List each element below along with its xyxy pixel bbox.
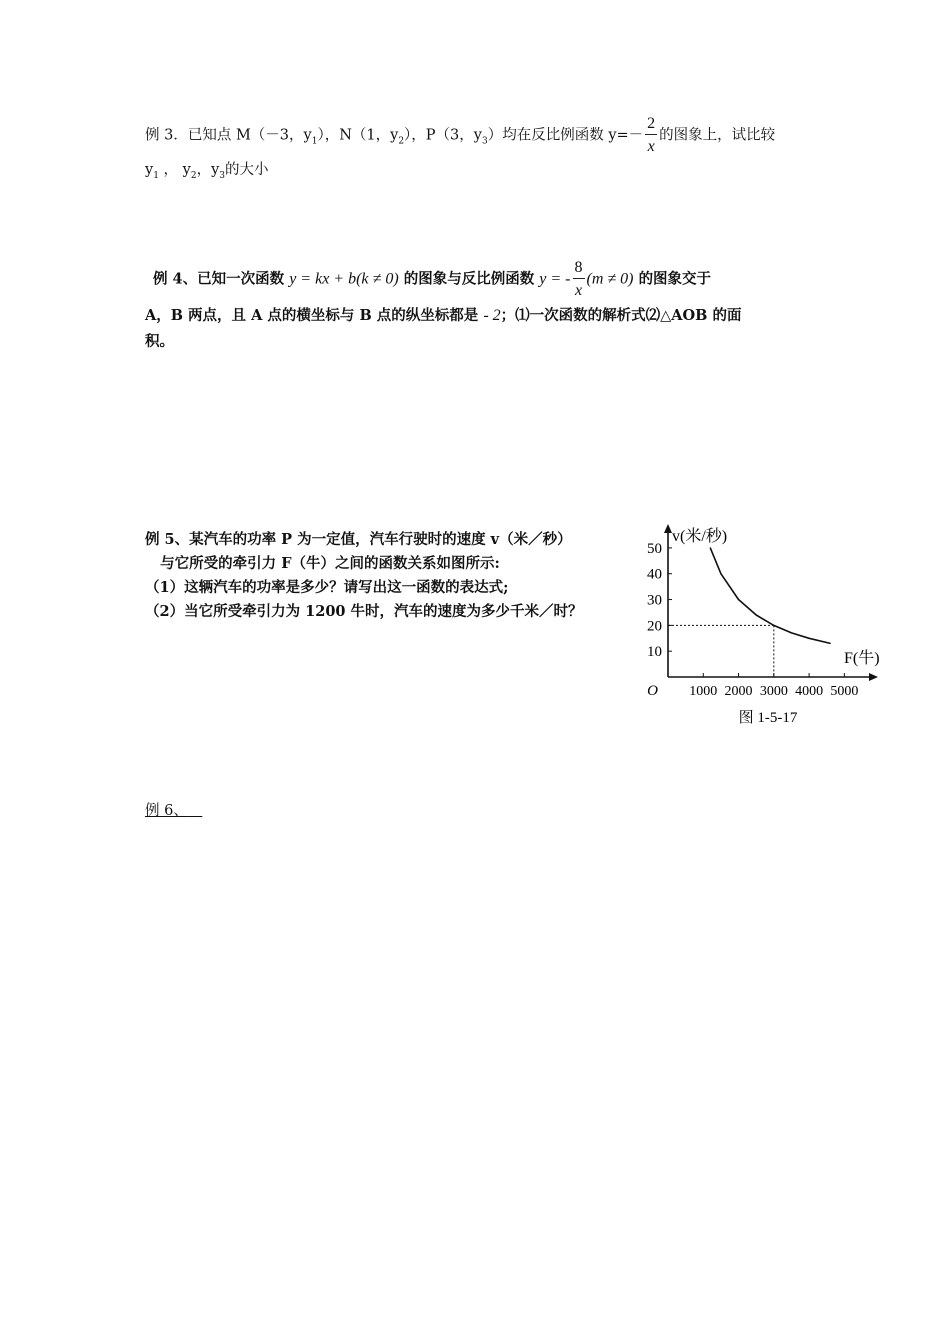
y-axis-label: v(米/秒) (672, 528, 728, 545)
figure-caption: 图 1-5-17 (738, 710, 798, 726)
example-4-line-3: 积。 (145, 333, 174, 350)
example-3-line-1: 例 3．已知点 M（－3，$y_1$），N（1，$y_2$），P（3，$y_3$）均在反比例函数 y=－ $\frac{2}{x}$ 的图象上，试比较 (145, 115, 776, 155)
example-3-line-2: $y_1$ ， $y_2$，$y_3$的大小 (145, 162, 269, 181)
example-4-line-1: 例 4、已知一次函数 y = kx + b(k ≠ 0) 的图象与反比例函数 y = - $\frac{8}{x}$ (m ≠ 0) 的图象交于 (153, 259, 712, 299)
y-tick-label: 20 (647, 618, 662, 635)
example-5 (145, 528, 615, 624)
example-4 (145, 260, 815, 355)
x-tick-label: 2000 (724, 684, 753, 699)
y-tick-label: 10 (647, 644, 662, 661)
series-curve (710, 548, 830, 644)
fraction-8-over-x: $\frac{8}{x}$ (574, 259, 583, 299)
x-axis-label: F(牛) (844, 650, 880, 667)
velocity-force-chart (630, 520, 900, 735)
series-point (720, 573, 721, 574)
fraction-2-over-x: $\frac{2}{x}$ (647, 115, 656, 155)
chart-series (668, 547, 831, 677)
series-point (710, 547, 711, 548)
series-point (830, 643, 831, 644)
x-tick-label: 4000 (795, 684, 824, 699)
chart-ticks (647, 541, 858, 699)
example-5-line-2: 与它所受的牵引力 F（牛）之间的函数关系如图所示: (145, 555, 500, 572)
x-tick-label: 3000 (759, 684, 788, 699)
series-point (738, 599, 739, 600)
example-5-line-1: 例 5、某汽车的功率 P 为一定值，汽车行驶时的速度 v（米／秒） (145, 531, 572, 548)
y-tick-label: 50 (647, 540, 662, 557)
y-tick-label: 40 (647, 566, 662, 583)
example-4-line-2: A，B 两点，且 A 点的横坐标与 B 点的纵坐标都是 - 2；⑴一次函数的解析式⑵△AOB 的面 (145, 307, 742, 324)
series-point (808, 638, 809, 639)
y-axis-arrow (664, 524, 672, 533)
example-5-line-3: （1）这辆汽车的功率是多少？请写出这一函数的表达式; (145, 579, 509, 596)
x-tick-label: 5000 (830, 684, 859, 699)
x-tick-label: 1000 (689, 684, 718, 699)
example-3 (145, 116, 775, 189)
series-point (773, 625, 774, 626)
example-6-label: 例 6、 (145, 803, 188, 819)
series-point (756, 614, 757, 615)
y-tick-label: 30 (647, 592, 662, 609)
series-point (791, 632, 792, 633)
example-6 (145, 798, 202, 824)
example-5-line-4: （2）当它所受牵引力为 1200 牛时，汽车的速度为多少千米／时？ (145, 603, 583, 620)
x-axis-arrow (869, 673, 878, 681)
origin-label: O (647, 683, 658, 699)
